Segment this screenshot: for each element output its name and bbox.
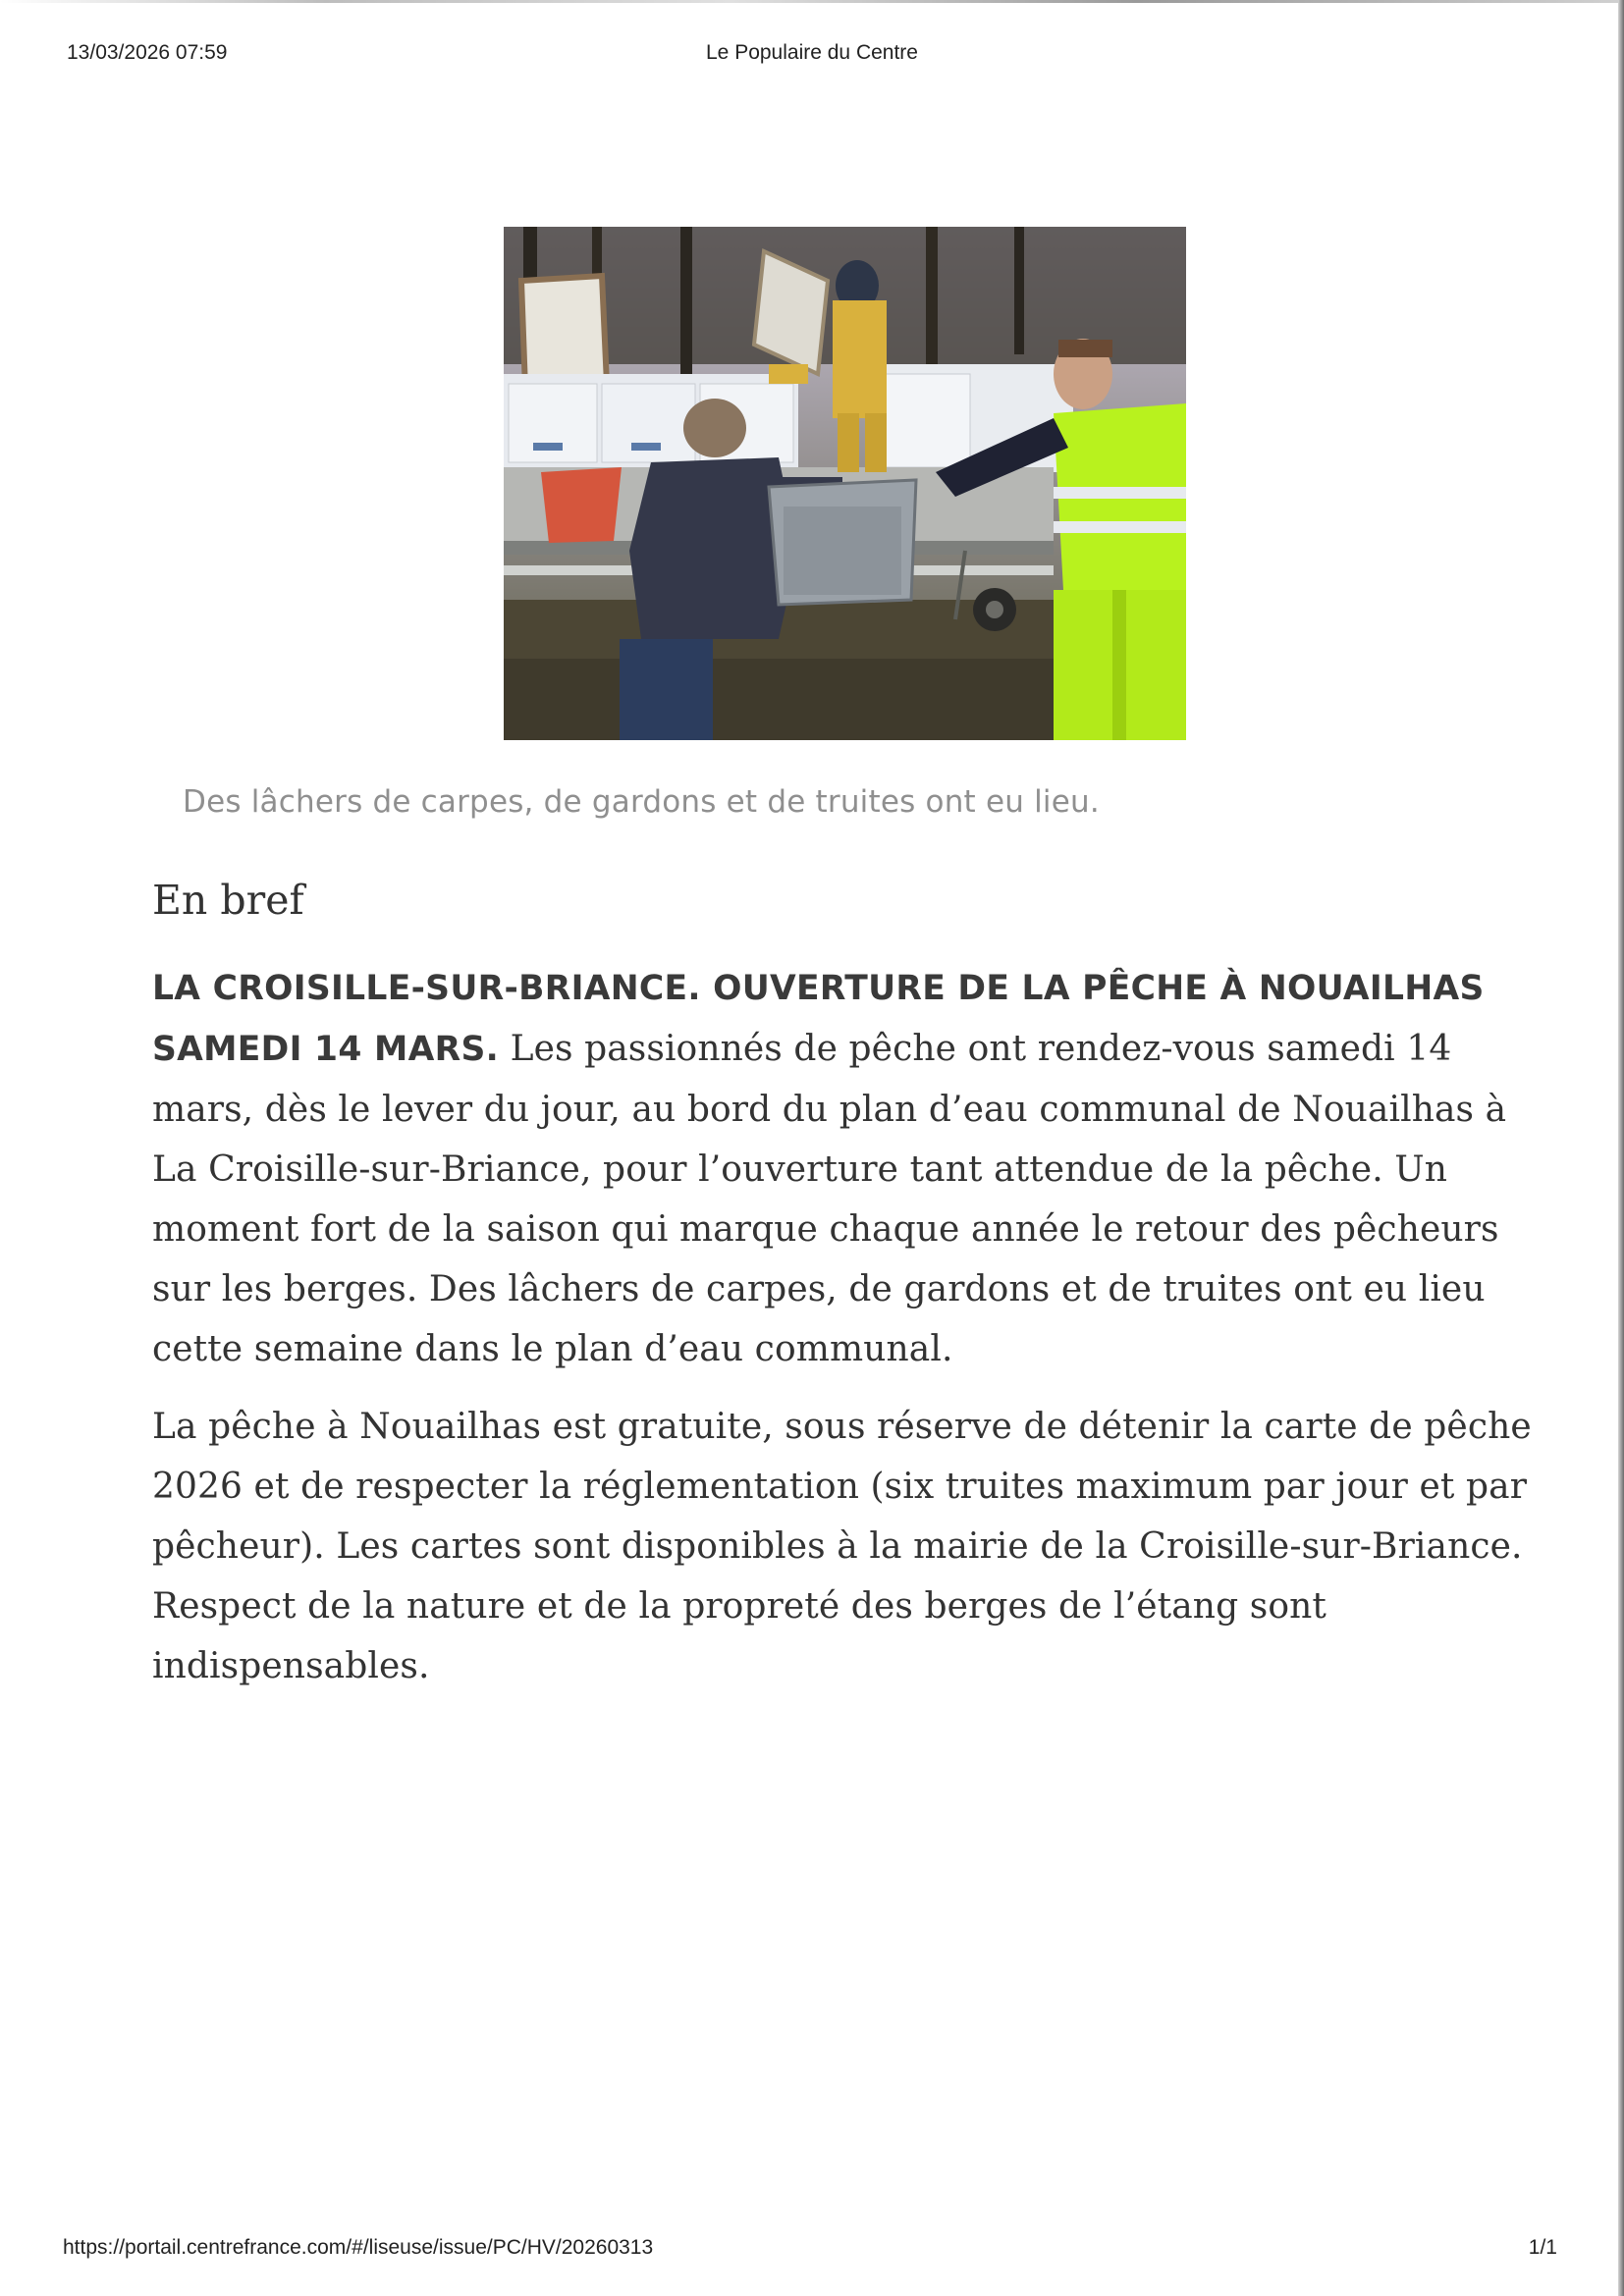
print-header [67, 41, 1557, 71]
publication-title: Le Populaire du Centre [706, 41, 918, 64]
article-paragraph-2: La pêche à Nouailhas est gratuite, sous réserve de détenir la carte de pêche 2026 et de respecter la réglementation (six truites maximum par jour et par pêcheur). Les cartes sont disponibles à la mairie de la Croisille-sur-Briance. Respect de la nature et de la propreté des berges de l’étang sont indispensables. [152, 1407, 1532, 1686]
print-footer [63, 2236, 1557, 2266]
article-body [152, 958, 1537, 1714]
article-photo [504, 227, 1186, 740]
article-paragraph-1 [152, 958, 1537, 1379]
scan-edge-right [1618, 0, 1624, 2296]
article-headline: LA CROISILLE-SUR-BRIANCE. OUVERTURE DE LA PÊCHE À NOUAILHAS SAMEDI 14 MARS. [152, 969, 1485, 1069]
section-label: En bref [152, 877, 304, 924]
fish-release-photo [504, 227, 1186, 740]
page-number: 1/1 [1528, 2236, 1557, 2259]
print-datetime: 13/03/2026 07:59 [67, 41, 228, 64]
source-url: https://portail.centrefrance.com/#/liseuse/issue/PC/HV/20260313 [63, 2236, 654, 2259]
photo-caption: Des lâchers de carpes, de gardons et de truites ont eu lieu. [183, 784, 1100, 820]
scan-edge-top [0, 0, 1624, 3]
article-lead-text: Les passionnés de pêche ont rendez-vous samedi 14 mars, dès le lever du jour, au bord du plan d’eau communal de Nouailhas à La Croisille-sur-Briance, pour l’ouverture tant attendue de la pêche. Un moment fort de la saison qui marque chaque année le retour des pêcheurs sur les berges. Des lâchers de carpes, de gardons et de truites ont eu lieu cette semaine dans le plan d’eau communal. [152, 1029, 1507, 1369]
